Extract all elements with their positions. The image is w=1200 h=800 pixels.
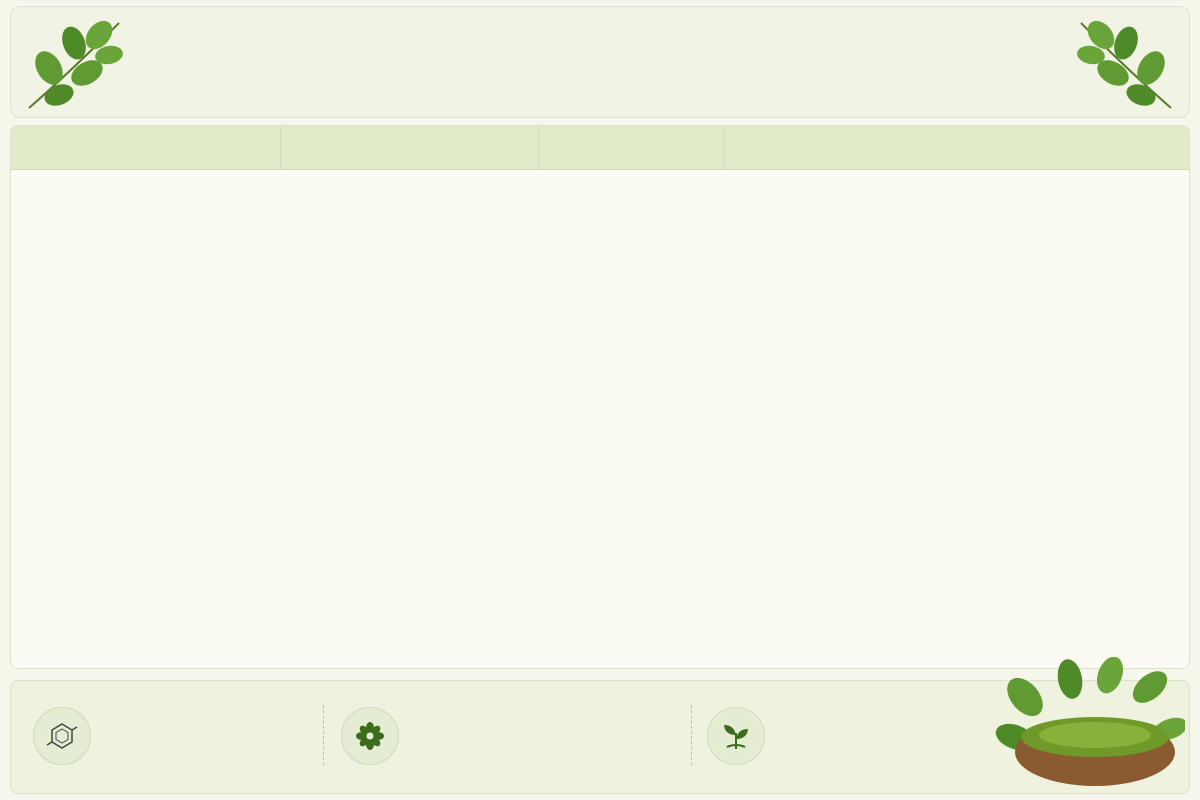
compound-polyphenols [33, 703, 105, 769]
sprout-icon [707, 707, 765, 765]
column-header-quantity [281, 126, 539, 170]
column-header-nrv [539, 126, 725, 170]
column-header-role [725, 126, 1190, 170]
header-panel [10, 6, 1190, 118]
flower-icon [341, 707, 399, 765]
table-header [11, 126, 1189, 170]
column-header-nutrient [11, 126, 281, 170]
compound-flavonoids [341, 703, 413, 769]
moringa-leaves-illustration [19, 13, 129, 115]
divider [323, 705, 324, 765]
compounds-panel [10, 680, 1190, 794]
nutrient-table [10, 125, 1190, 669]
divider [691, 705, 692, 765]
moringa-leaves-illustration [1071, 13, 1181, 115]
moringa-powder-bowl-illustration [995, 657, 1185, 793]
compound-plant-proteins [707, 703, 779, 769]
hexagon-molecule-icon [33, 707, 91, 765]
